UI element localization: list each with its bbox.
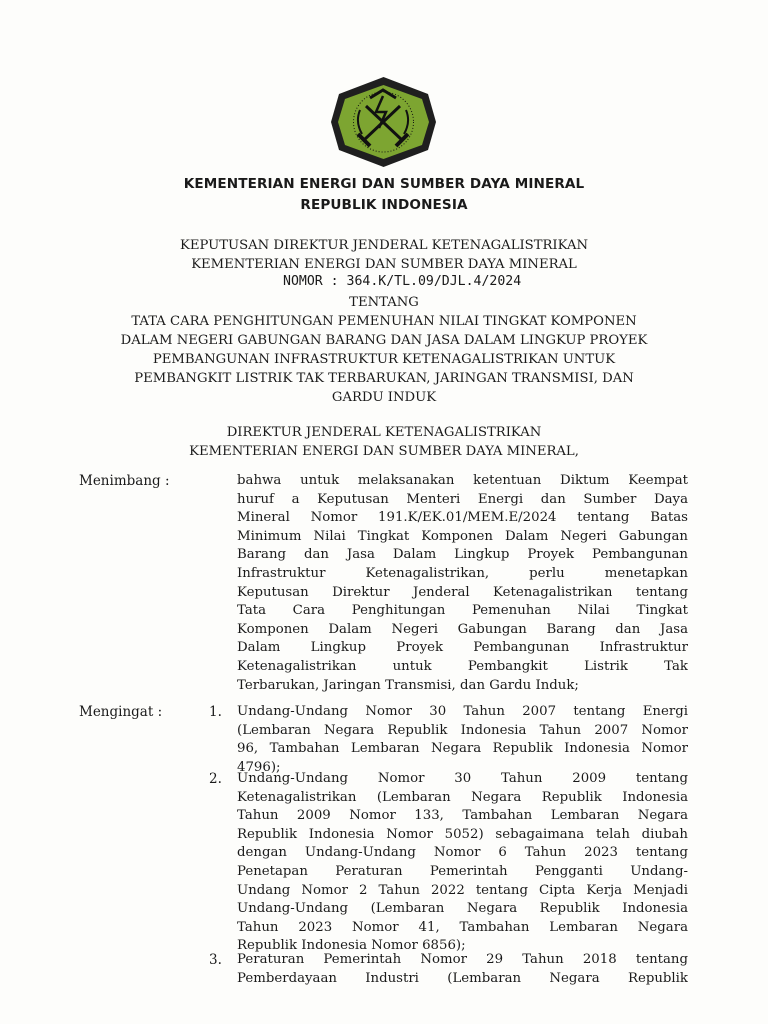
paragraph-line: 96, Tambahan Lembaran Negara Republik Indonesia Nomor <box>237 741 688 757</box>
list-number: 3. <box>209 952 222 968</box>
menimbang-paragraph <box>237 472 688 695</box>
paragraph-line: Barang dan Jasa Dalam Lingkup Proyek Pembangunan <box>237 547 688 563</box>
paragraph-line: Mineral Nomor 191.K/EK.01/MEM.E/2024 tentang Batas <box>237 510 688 526</box>
paragraph-line: huruf a Keputusan Menteri Energi dan Sumber Daya <box>237 491 688 507</box>
mengingat-item-2 <box>237 770 688 956</box>
paragraph-line: Undang-Undang (Lembaran Negara Republik Indonesia <box>237 901 688 917</box>
paragraph-line: Ketenagalistrikan (Lembaran Negara Republik Indonesia <box>237 789 688 805</box>
paragraph-line: Tahun 2023 Nomor 41, Tambahan Lembaran Negara <box>237 919 688 935</box>
decree-title-line1: KEPUTUSAN DIREKTUR JENDERAL KETENAGALISTRIKAN <box>179 238 589 253</box>
decree-number: NOMOR : 364.K/TL.09/DJL.4/2024 <box>283 274 522 289</box>
paragraph-line: Undang-Undang Nomor 30 Tahun 2007 tentang Energi <box>237 704 688 719</box>
decree-subject-line: PEMBANGUNAN INFRASTRUKTUR KETENAGALISTRIKAN UNTUK <box>152 352 616 367</box>
paragraph-line: Terbarukan, Jaringan Transmisi, dan Gardu Induk; <box>237 677 579 693</box>
paragraph-line: (Lembaran Negara Republik Indonesia Tahun 2007 Nomor <box>237 722 688 738</box>
decree-tentang: TENTANG <box>349 295 419 310</box>
paragraph-line: Pemberdayaan Industri (Lembaran Negara Republik <box>237 970 688 986</box>
mengingat-label: Mengingat : <box>79 704 163 720</box>
issuer-line2: KEMENTERIAN ENERGI DAN SUMBER DAYA MINERAL, <box>189 444 579 459</box>
paragraph-line: Keputusan Direktur Jenderal Ketenagalistrikan tentang <box>237 584 688 600</box>
paragraph-line: Republik Indonesia Nomor 5052) sebagaimana telah diubah <box>237 826 688 842</box>
decree-subject-line: GARDU INDUK <box>331 390 437 405</box>
list-number: 1. <box>209 704 222 720</box>
paragraph-line: 4796); <box>237 759 281 775</box>
ministry-logo <box>330 76 437 168</box>
list-number: 2. <box>209 771 222 787</box>
paragraph-line: Infrastruktur Ketenagalistrikan, perlu menetapkan <box>237 565 688 581</box>
decree-subject-line: PEMBANGKIT LISTRIK TAK TERBARUKAN, JARINGAN TRANSMISI, DAN <box>134 371 634 386</box>
paragraph-line: Republik Indonesia Nomor 6856); <box>237 938 466 954</box>
paragraph-line: Ketenagalistrikan untuk Pembangkit Listrik Tak <box>237 658 688 674</box>
paragraph-line: Undang-Undang Nomor 30 Tahun 2009 tentang <box>237 771 688 786</box>
country-name: REPUBLIK INDONESIA <box>300 197 468 213</box>
paragraph-line: bahwa untuk melaksanakan ketentuan Diktum Keempat <box>237 473 688 488</box>
paragraph-line: Peraturan Pemerintah Nomor 29 Tahun 2018 tentang <box>237 952 688 967</box>
ministry-name: KEMENTERIAN ENERGI DAN SUMBER DAYA MINERAL <box>183 176 585 192</box>
paragraph-line: Minimum Nilai Tingkat Komponen Dalam Negeri Gabungan <box>237 528 688 544</box>
paragraph-line: Penetapan Peraturan Pemerintah Pengganti Undang- <box>237 863 688 879</box>
decree-subject-line: TATA CARA PENGHITUNGAN PEMENUHAN NILAI TINGKAT KOMPONEN <box>131 314 637 329</box>
issuer-line1: DIREKTUR JENDERAL KETENAGALISTRIKAN <box>226 425 542 440</box>
paragraph-line: dengan Undang-Undang Nomor 6 Tahun 2023 tentang <box>237 845 688 861</box>
paragraph-line: Undang Nomor 2 Tahun 2022 tentang Cipta Kerja Menjadi <box>237 882 688 898</box>
mengingat-item-1 <box>237 703 688 777</box>
mengingat-item-3 <box>237 951 688 988</box>
paragraph-line: Tahun 2009 Nomor 133, Tambahan Lembaran Negara <box>237 808 688 824</box>
menimbang-label: Menimbang : <box>79 473 170 489</box>
decree-title-line2: KEMENTERIAN ENERGI DAN SUMBER DAYA MINERAL <box>191 257 577 272</box>
paragraph-line: Dalam Lingkup Proyek Pembangunan Infrastruktur <box>237 640 688 656</box>
paragraph-line: Tata Cara Penghitungan Pemenuhan Nilai Tingkat <box>237 603 688 619</box>
decree-subject-line: DALAM NEGERI GABUNGAN BARANG DAN JASA DALAM LINGKUP PROYEK <box>120 333 648 348</box>
paragraph-line: Komponen Dalam Negeri Gabungan Barang dan Jasa <box>237 621 688 637</box>
